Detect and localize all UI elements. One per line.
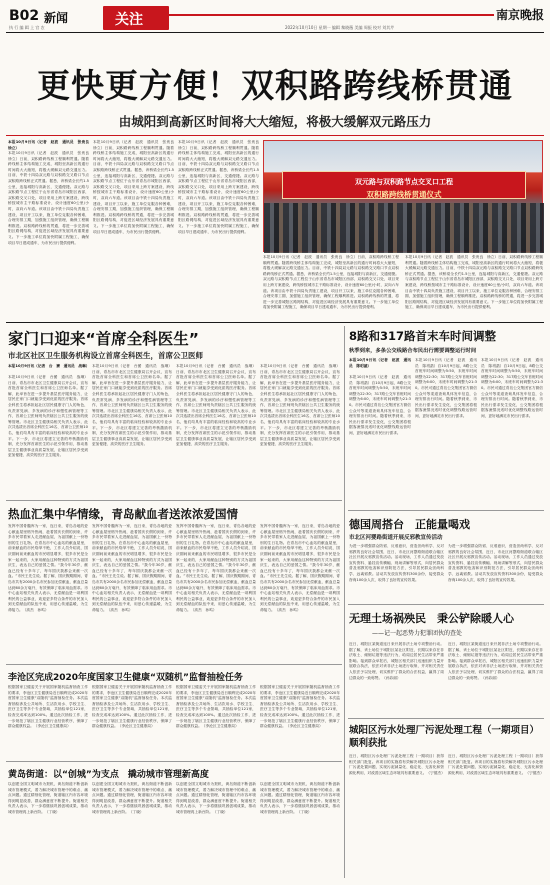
story6-subtitle: ——记一起恶势力犯罪团伙的查处 <box>372 630 463 637</box>
story5-headline: 德国周搭台 正能量喝戏 <box>349 518 470 531</box>
story2-col-1 <box>8 364 88 496</box>
lead-col-1 <box>8 140 93 318</box>
story7-body-1: 根据国家卫健委关于开展国家随机监督抽查工作的要求，李沧区卫生健康局近日顺利完成2020年度国家卫生健康“双随机”监督抽检任务。本次监督抽检涉及公共场所、生活饮用水、学校卫生、医疗卫生等多个专业领域，共抽检单位121家，检查完成率达到100%。通过此次抽检工作，进一步规范了辖区卫生健康行业经营秩序，保障了群众健康权益。（李沧区卫生健康局） <box>8 685 88 729</box>
story2-byline: 本报10月9日讯（记者 台 赟 通讯员 战琳） <box>8 364 90 368</box>
masthead-rule <box>6 32 544 33</box>
photo-banner-line-1: 双元路与双积路节点交叉口工程 <box>355 178 453 186</box>
story4-body-1: 发挥中国骨髓库为一家，连日来，青岛各地的爱心献血屋里格外热闹，趁着国庆长假的到来，许多市民带着家人走进献血屋，为祖国献上一份特别的生日礼物。在青岛市中心血站的献血屋里，前来献血的市民络绎不绝，工作人员介绍说，国庆期间前来献血的市民明显增多，很多市民是全家一起来的，大家用献血这种特别的方式为祖国庆生，表达自己的爱国之情。“我今年30岁，献血已经有十多年了，每年国庆我都会来献一次血。”市民王先生说。据了解，国庆假期期间，青岛市共有2000余名市民参加无偿献血，献血总量达到60余万毫升，有效保障了临床用血需求。市中心血站相关负责人表示，无偿献血是一项利国利民的公益事业，欢迎更多符合条件的市民加入到无偿献血的队伍中来，用爱心传递温暖，为生命接力。（高杰 孙鸣） <box>8 524 88 612</box>
story7-rule <box>6 761 342 762</box>
story2-col-3 <box>176 364 256 496</box>
story5-rule <box>348 604 544 605</box>
lead-bottom-rule <box>6 322 544 323</box>
story9-headline: 城阳区污水处理厂污泥处理工程（一期项目）顺利获批 <box>349 725 540 749</box>
lead-body-1: 本报10月9日讯（记者 赵波 通讯员 张贵良 徐立）日前，双积路跨线桥工程顺利贯通。随着跨线桥主体结构施工完成，城阳至高新区的通行时间将大大缩短，将极大缓解双元路交通压力。目前，中铁十四局双元路与双积路交叉路口节点双积路跨线桥正式贯通。据悉，该桥梁全长约1.5公里，连接城阳与高新区，交通便捷。双元路与双积路节点工程位于山东省青岛市城阳区西部，双积路交叉口处，项目采用上跨方案建设，跨线桥按城市主干路标准设计，设计速度60公里/小时，双向六车道。该项目由中铁十四局负责施工建设，项目开工以来，施工单位克服各种困难，合理安排工期，加强施工组织管理，确保工程顺利推进。双积路跨线桥的贯通，将进一步完善城阳区路网结构，对促进区域经济发展具有重要意义。下一步施工单位将加快附属工程施工，确保项目早日建成通车，为市民出行提供便利。 <box>8 151 93 245</box>
newspaper-logo: 南京晚报 <box>496 8 545 22</box>
lead-body-5: 本报10月9日讯（记者 赵波 通讯员 张贵良 徐立）日前，双积路跨线桥工程顺利贯通。随着跨线桥主体结构施工完成，城阳至高新区的通行时间将大大缩短，将极大缓解双元路交通压力。目前，中铁十四局双元路与双积路交叉路口节点双积路跨线桥正式贯通。据悉，该桥梁全长约1.5公里，连接城阳与高新区，交通便捷。双元路与双积路节点工程位于山东省青岛市城阳区西部，双积路交叉口处，项目采用上跨方案建设，跨线桥按城市主干路标准设计，设计速度60公里/小时，双向六车道。该项目由中铁十四局负责施工建设，项目开工以来，施工单位克服各种困难，合理安排工期，加强施工组织管理，确保工程顺利推进。双积路跨线桥的贯通，将进一步完善城阳区路网结构，对促进区域经济发展具有重要意义。下一步施工单位将加快附属工程施工，确保项目早日建成通车，为市民出行提供便利。 <box>405 255 543 310</box>
story3-col-3 <box>481 358 543 508</box>
story4-col-4 <box>260 524 340 660</box>
lead-photo <box>263 140 543 252</box>
story2-col-4 <box>260 364 340 496</box>
story7-body-4: 根据国家卫健委关于开展国家随机监督抽查工作的要求，李沧区卫生健康局近日顺利完成2020年度国家卫生健康“双随机”监督抽检任务。本次监督抽检涉及公共场所、生活饮用水、学校卫生、医疗卫生等多个专业领域，共抽检单位121家，检查完成率达到100%。通过此次抽检工作，进一步规范了辖区卫生健康行业经营秩序，保障了群众健康权益。（李沧区卫生健康局） <box>260 685 340 729</box>
story7-col-3 <box>176 685 256 757</box>
story2-body-2: 本报10月9日讯（记者 台赟 通讯员 战琳）日前，青岛市市北区卫生健康局召开会议，宣布首批首席全科医生和首席公卫医师名单。据了解，此举旨在进一步提升基层医疗服务能力，让居民在家门口就能享受到优质的医疗服务。首席全科医生将承担起社区居民健康守门人的角色，负责常见病、多发病的诊疗和慢性病管理等工作，首席公卫医师则负责辖区公共卫生服务的统筹管理。市北区卫生健康局相关负责人表示，此次共选拔出首席全科医生16名、首席公卫医师10名，他们均具有丰富的临床经验和较高的专业水平。下一步，市北区将建立完善的考核激励机制，充分发挥首席医生的示范引领作用，推动基层卫生健康事业高质量发展，让辖区居民享受到更加便捷、高效的医疗卫生服务。 <box>92 364 172 447</box>
story9-body-2: 近日，城阳区污水处理厂污泥处理工程（一期项目）获得相关部门批复。该项目的实施将有效解决城阳区污水处理厂污泥处置问题，实现污泥减量化、稳定化、无害化和资源化利用，对改善区域生态环境具有重要意义。（宁德杰） <box>448 754 544 775</box>
story3-body-1: 本报10月9日讯（记者 赵波 通讯员 陈玥菡）自10月9日起，8路公交首班车时间调整为5:50，末班车时间调整为22:30；317路公交车首班时间调整为6:00，末班车时间调整为21:30。市民可通过青岛公交集团官方微信公众号等渠道查询具体发车信息，合理安排出行时间。随着秋季到来，市民出行需求发生变化，公交集团将根据客流情况适时优化调整线路运营时间，更好地满足市民出行需求。 <box>349 375 411 435</box>
story2-col-2 <box>92 364 172 496</box>
section-name: 新闻 <box>44 11 69 25</box>
story7-col-4 <box>260 685 340 757</box>
story7-body-3: 根据国家卫健委关于开展国家随机监督抽查工作的要求，李沧区卫生健康局近日顺利完成2020年度国家卫生健康“双随机”监督抽检任务。本次监督抽检涉及公共场所、生活饮用水、学校卫生、医疗卫生等多个专业领域，共抽检单位121家，检查完成率达到100%。通过此次抽检工作，进一步规范了辖区卫生健康行业经营秩序，保障了群众健康权益。（李沧区卫生健康局） <box>176 685 256 729</box>
lead-body-4: 本报10月9日讯（记者 赵波 通讯员 张贵良 徐立）日前，双积路跨线桥工程顺利贯通。随着跨线桥主体结构施工完成，城阳至高新区的通行时间将大大缩短，将极大缓解双元路交通压力。目前，中铁十四局双元路与双积路交叉路口节点双积路跨线桥正式贯通。据悉，该桥梁全长约1.5公里，连接城阳与高新区，交通便捷。双元路与双积路节点工程位于山东省青岛市城阳区西部，双积路交叉口处，项目采用上跨方案建设，跨线桥按城市主干路标准设计，设计速度60公里/小时，双向六车道。该项目由中铁十四局负责施工建设，项目开工以来，施工单位克服各种困难，合理安排工期，加强施工组织管理，确保工程顺利推进。双积路跨线桥的贯通，将进一步完善城阳区路网结构，对促进区域经济发展具有重要意义。下一步施工单位将加快附属工程施工，确保项目早日建成通车，为市民出行提供便利。 <box>263 255 399 310</box>
story9-col-1 <box>349 754 444 878</box>
lead-col-5 <box>405 255 543 318</box>
photo-banner <box>282 171 526 199</box>
lead-body-3: 本报10月9日讯（记者 赵波 通讯员 张贵良 徐立）日前，双积路跨线桥工程顺利贯通。随着跨线桥主体结构施工完成，城阳至高新区的通行时间将大大缩短，将极大缓解双元路交通压力。目前，中铁十四局双元路与双积路交叉路口节点双积路跨线桥正式贯通。据悉，该桥梁全长约1.5公里，连接城阳与高新区，交通便捷。双元路与双积路节点工程位于山东省青岛市城阳区西部，双积路交叉口处，项目采用上跨方案建设，跨线桥按城市主干路标准设计，设计速度60公里/小时，双向六车道。该项目由中铁十四局负责施工建设，项目开工以来，施工单位克服各种困难，合理安排工期，加强施工组织管理，确保工程顺利推进。双积路跨线桥的贯通，将进一步完善城阳区路网结构，对促进区域经济发展具有重要意义。下一步施工单位将加快附属工程施工，确保项目早日建成通车，为市民出行提供便利。 <box>178 140 263 234</box>
story9-headline-line-1 <box>349 724 544 750</box>
story4-body-2: 发挥中国骨髓库为一家，连日来，青岛各地的爱心献血屋里格外热闹，趁着国庆长假的到来，许多市民带着家人走进献血屋，为祖国献上一份特别的生日礼物。在青岛市中心血站的献血屋里，前来献血的市民络绎不绝，工作人员介绍说，国庆期间前来献血的市民明显增多，很多市民是全家一起来的，大家用献血这种特别的方式为祖国庆生，表达自己的爱国之情。“我今年30岁，献血已经有十多年了，每年国庆我都会来献一次血。”市民王先生说。据了解，国庆假期期间，青岛市共有2000余名市民参加无偿献血，献血总量达到60余万毫升，有效保障了临床用血需求。市中心血站相关负责人表示，无偿献血是一项利国利民的公益事业，欢迎更多符合条件的市民加入到无偿献血的队伍中来，用爱心传递温暖，为生命接力。（高杰 孙鸣） <box>92 524 172 612</box>
story8-body-3: 以创建全国文明城市为契机，黄岛街道不断创新城市管理模式，着力解决城市管理中的难点、痛点问题。通过精细化管理，街道辖区内市容环境得到明显改善，群众满意度不断提升。街道相关负责人表示，下一步将继续巩固创城成果，推动城市管理再上新台阶。（丁晓） <box>176 782 256 814</box>
editor-line: 执 行 编 辑 上 官 农 <box>9 25 45 30</box>
story6-col-2 <box>448 642 543 714</box>
story9-body-1: 近日，城阳区污水处理厂污泥处理工程（一期项目）获得相关部门批复。该项目的实施将有效解决城阳区污水处理厂污泥处置问题，实现污泥减量化、稳定化、无害化和资源化利用，对改善区域生态环境具有重要意义。（宁德杰） <box>349 754 445 775</box>
story2-body-4: 本报10月9日讯（记者 台赟 通讯员 战琳）日前，青岛市市北区卫生健康局召开会议，宣布首批首席全科医生和首席公卫医师名单。据了解，此举旨在进一步提升基层医疗服务能力，让居民在家门口就能享受到优质的医疗服务。首席全科医生将承担起社区居民健康守门人的角色，负责常见病、多发病的诊疗和慢性病管理等工作，首席公卫医师则负责辖区公共卫生服务的统筹管理。市北区卫生健康局相关负责人表示，此次共选拔出首席全科医生16名、首席公卫医师10名，他们均具有丰富的临床经验和较高的专业水平。下一步，市北区将建立完善的考核激励机制，充分发挥首席医生的示范引领作用，推动基层卫生健康事业高质量发展，让辖区居民享受到更加便捷、高效的医疗卫生服务。 <box>260 364 340 447</box>
story4-body-4: 发挥中国骨髓库为一家，连日来，青岛各地的爱心献血屋里格外热闹，趁着国庆长假的到来，许多市民带着家人走进献血屋，为祖国献上一份特别的生日礼物。在青岛市中心血站的献血屋里，前来献血的市民络绎不绝，工作人员介绍说，国庆期间前来献血的市民明显增多，很多市民是全家一起来的，大家用献血这种特别的方式为祖国庆生，表达自己的爱国之情。“我今年30岁，献血已经有十多年了，每年国庆我都会来献一次血。”市民王先生说。据了解，国庆假期期间，青岛市共有2000余名市民参加无偿献血，献血总量达到60余万毫升，有效保障了临床用血需求。市中心血站相关负责人表示，无偿献血是一项利国利民的公益事业，欢迎更多符合条件的市民加入到无偿献血的队伍中来，用爱心传递温暖，为生命接力。（高杰 孙鸣） <box>260 524 340 612</box>
story5-col-2 <box>448 544 543 600</box>
story2-rule <box>6 500 342 501</box>
story3-body-3: 本报10月9日讯（记者 赵波 通讯员 陈玥菡）自10月9日起，8路公交首班车时间调整为5:50，末班车时间调整为22:30；317路公交车首班时间调整为6:00，末班车时间调整为21:30。市民可通过青岛公交集团官方微信公众号等渠道查询具体发车信息，合理安排出行时间。随着秋季到来，市民出行需求发生变化，公交集团将根据客流情况适时优化调整线路运营时间，更好地满足市民出行需求。 <box>481 358 543 418</box>
story8-body-1: 以创建全国文明城市为契机，黄岛街道不断创新城市管理模式，着力解决城市管理中的难点、痛点问题。通过精细化管理，街道辖区内市容环境得到明显改善，群众满意度不断提升。街道相关负责人表示，下一步将继续巩固创城成果，推动城市管理再上新台阶。（丁晓） <box>8 782 88 814</box>
story3-rule <box>348 510 544 511</box>
story3-body-2: 本报10月9日讯（记者 赵波 通讯员 陈玥菡）自10月9日起，8路公交首班车时间调整为5:50，末班车时间调整为22:30；317路公交车首班时间调整为6:00，末班车时间调整为21:30。市民可通过青岛公交集团官方微信公众号等渠道查询具体发车信息，合理安排出行时间。随着秋季到来，市民出行需求发生变化，公交集团将根据客流情况适时优化调整线路运营时间，更好地满足市民出行需求。 <box>415 358 477 418</box>
lead-rule <box>6 135 544 136</box>
story3-col-1 <box>349 358 411 508</box>
story7-col-1 <box>8 685 88 757</box>
story8-body-4: 以创建全国文明城市为契机，黄岛街道不断创新城市管理模式，着力解决城市管理中的难点、痛点问题。通过精细化管理，街道辖区内市容环境得到明显改善，群众满意度不断提升。街道相关负责人表示，下一步将继续巩固创城成果，推动城市管理再上新台阶。（丁晓） <box>260 782 340 814</box>
story7-headline: 李沧区完成2020年度国家卫生健康“双随机”监督抽检任务 <box>8 673 243 683</box>
story2-body-3: 本报10月9日讯（记者 台赟 通讯员 战琳）日前，青岛市市北区卫生健康局召开会议，宣布首批首席全科医生和首席公卫医师名单。据了解，此举旨在进一步提升基层医疗服务能力，让居民在家门口就能享受到优质的医疗服务。首席全科医生将承担起社区居民健康守门人的角色，负责常见病、多发病的诊疗和慢性病管理等工作，首席公卫医师则负责辖区公共卫生服务的统筹管理。市北区卫生健康局相关负责人表示，此次共选拔出首席全科医生16名、首席公卫医师10名，他们均具有丰富的临床经验和较高的专业水平。下一步，市北区将建立完善的考核激励机制，充分发挥首席医生的示范引领作用，推动基层卫生健康事业高质量发展，让辖区居民享受到更加便捷、高效的医疗卫生服务。 <box>176 364 256 447</box>
red-band <box>169 14 494 16</box>
story3-byline: 本报10月9日讯（记者 赵波 通讯员 陈玥菡） <box>349 358 411 368</box>
lead-col-3 <box>178 140 263 318</box>
section-tag-label: 关注 <box>115 12 143 28</box>
story2-body-1: 本报10月9日讯（记者 台赟 通讯员 战琳）日前，青岛市市北区卫生健康局召开会议，宣布首批首席全科医生和首席公卫医师名单。据了解，此举旨在进一步提升基层医疗服务能力，让居民在家门口就能享受到优质的医疗服务。首席全科医生将承担起社区居民健康守门人的角色，负责常见病、多发病的诊疗和慢性病管理等工作，首席公卫医师则负责辖区公共卫生服务的统筹管理。市北区卫生健康局相关负责人表示，此次共选拔出首席全科医生16名、首席公卫医师10名，他们均具有丰富的临床经验和较高的专业水平。下一步，市北区将建立完善的考核激励机制，充分发挥首席医生的示范引领作用，推动基层卫生健康事业高质量发展，让辖区居民享受到更加便捷、高效的医疗卫生服务。 <box>8 375 88 458</box>
story3-headline: 8路和317路首末车时间调整 <box>349 329 497 343</box>
story5-body-1: 为进一步增强群众防邪、反邪意识，营造崇尚科学、反对邪教的良好社会氛围，近日，市北区河婴路街道联合辖区社区开展反邪教宣传活动。活动现场，工作人员通过发放宣传资料、悬挂宣传横幅、现场讲解等形式，向居民群众普及邪教的危害和识别防范方法，引导居民群众崇尚科学、远离邪教。活动共发放宣传资料300余份，接受群众咨询100余人次，取得了良好的宣传效果。 <box>349 544 444 582</box>
story8-headline: 黄岛街道：以“创城”为支点 撬动城市管理新高度 <box>8 770 209 780</box>
story2-subtitle: 市北区社区卫生服务机构设立首席全科医生，首席公卫医师 <box>8 351 203 360</box>
story4-col-2 <box>92 524 172 660</box>
story6-headline: 无理土场祸殃民 秉公铲除暖人心 <box>349 612 514 625</box>
story6-col-1 <box>349 642 444 714</box>
lead-byline: 本报10月9日讯（记者 赵波 通讯员 张贵良 徐立） <box>8 140 93 150</box>
story7-col-2 <box>92 685 172 757</box>
story8-col-1 <box>8 782 88 878</box>
story5-col-1 <box>349 544 444 600</box>
story4-body-3: 发挥中国骨髓库为一家，连日来，青岛各地的爱心献血屋里格外热闹，趁着国庆长假的到来，许多市民带着家人走进献血屋，为祖国献上一份特别的生日礼物。在青岛市中心血站的献血屋里，前来献血的市民络绎不绝，工作人员介绍说，国庆期间前来献血的市民明显增多，很多市民是全家一起来的，大家用献血这种特别的方式为祖国庆生，表达自己的爱国之情。“我今年30岁，献血已经有十多年了，每年国庆我都会来献一次血。”市民王先生说。据了解，国庆假期期间，青岛市共有2000余名市民参加无偿献血，献血总量达到60余万毫升，有效保障了临床用血需求。市中心血站相关负责人表示，无偿献血是一项利国利民的公益事业，欢迎更多符合条件的市民加入到无偿献血的队伍中来，用爱心传递温暖，为生命接力。（高杰 孙鸣） <box>176 524 256 612</box>
story5-subtitle: 市北区河婴路街道开展反邪教宣传活动 <box>349 535 443 541</box>
story2-headline: 家门口迎来“首席全科医生” <box>8 330 199 348</box>
lead-subtitle: 由城阳到高新区时间将大大缩短，将极大缓解双元路压力 <box>118 114 432 129</box>
story6-body-1: 近日，城阳区某街道连日来开展非法土场专项整治行动。据了解，该土场位于城阳区某社区附近，长期以来存在非法取土、倾倒垃圾等违法行为，给周边居民生活带来严重影响。接到群众举报后，城阳区相关部门迅速组织力量开展联合执法，依法对该非法土场进行取缔，并对相关责任人依法予以处理，切实维护了群众的合法权益，赢得了周边群众的一致称赞。（孙彩丽） <box>349 642 444 680</box>
story8-col-3 <box>176 782 256 878</box>
lead-headline: 更快更方便！双积路跨线桥贯通 <box>37 66 513 105</box>
photo-crowd <box>264 203 544 253</box>
story8-body-2: 以创建全国文明城市为契机，黄岛街道不断创新城市管理模式，着力解决城市管理中的难点、痛点问题。通过精细化管理，街道辖区内市容环境得到明显改善，群众满意度不断提升。街道相关负责人表示，下一步将继续巩固创城成果，推动城市管理再上新台阶。（丁晓） <box>92 782 172 814</box>
story7-body-2: 根据国家卫健委关于开展国家随机监督抽查工作的要求，李沧区卫生健康局近日顺利完成2020年度国家卫生健康“双随机”监督抽检任务。本次监督抽检涉及公共场所、生活饮用水、学校卫生、医疗卫生等多个专业领域，共抽检单位121家，检查完成率达到100%。通过此次抽检工作，进一步规范了辖区卫生健康行业经营秩序，保障了群众健康权益。（李沧区卫生健康局） <box>92 685 172 729</box>
story4-col-1 <box>8 524 88 660</box>
story6-rule <box>348 718 544 719</box>
date-line: 2022年10月10日 星期一 编辑 黎晓薇 美编 周振 校对 刘其芹 <box>285 25 395 30</box>
story3-subtitle: 秋季到来，多条公交线路合布民出行需要调整运行时间 <box>349 348 477 354</box>
photo-banner-line-2: 双积路跨线桥贯通仪式 <box>366 190 442 199</box>
story4-col-3 <box>176 524 256 660</box>
lead-col-4 <box>263 255 399 318</box>
section-tag <box>103 6 169 30</box>
masthead <box>0 0 550 32</box>
story4-headline: 热血汇集中华情缘，青岛献血者送浓浓爱国情 <box>8 507 238 521</box>
col-divider-right <box>344 326 345 878</box>
story3-col-2 <box>415 358 477 508</box>
story8-col-2 <box>92 782 172 878</box>
story8-col-4 <box>260 782 340 878</box>
story6-body-2: 近日，城阳区某街道连日来开展非法土场专项整治行动。据了解，该土场位于城阳区某社区附近，长期以来存在非法取土、倾倒垃圾等违法行为，给周边居民生活带来严重影响。接到群众举报后，城阳区相关部门迅速组织力量开展联合执法，依法对该非法土场进行取缔，并对相关责任人依法予以处理，切实维护了群众的合法权益，赢得了周边群众的一致称赞。（孙彩丽） <box>448 642 543 680</box>
story9-col-2 <box>448 754 543 878</box>
page-number: B02 <box>9 8 40 24</box>
story5-body-2: 为进一步增强群众防邪、反邪意识，营造崇尚科学、反对邪教的良好社会氛围，近日，市北区河婴路街道联合辖区社区开展反邪教宣传活动。活动现场，工作人员通过发放宣传资料、悬挂宣传横幅、现场讲解等形式，向居民群众普及邪教的危害和识别防范方法，引导居民群众崇尚科学、远离邪教。活动共发放宣传资料300余份，接受群众咨询100余人次，取得了良好的宣传效果。 <box>448 544 543 582</box>
story4-rule <box>6 664 342 665</box>
lead-col-2 <box>93 140 178 318</box>
lead-body-2: 本报10月9日讯（记者 赵波 通讯员 张贵良 徐立）日前，双积路跨线桥工程顺利贯通。随着跨线桥主体结构施工完成，城阳至高新区的通行时间将大大缩短，将极大缓解双元路交通压力。目前，中铁十四局双元路与双积路交叉路口节点双积路跨线桥正式贯通。据悉，该桥梁全长约1.5公里，连接城阳与高新区，交通便捷。双元路与双积路节点工程位于山东省青岛市城阳区西部，双积路交叉口处，项目采用上跨方案建设，跨线桥按城市主干路标准设计，设计速度60公里/小时，双向六车道。该项目由中铁十四局负责施工建设，项目开工以来，施工单位克服各种困难，合理安排工期，加强施工组织管理，确保工程顺利推进。双积路跨线桥的贯通，将进一步完善城阳区路网结构，对促进区域经济发展具有重要意义。下一步施工单位将加快附属工程施工，确保项目早日建成通车，为市民出行提供便利。 <box>93 140 178 234</box>
